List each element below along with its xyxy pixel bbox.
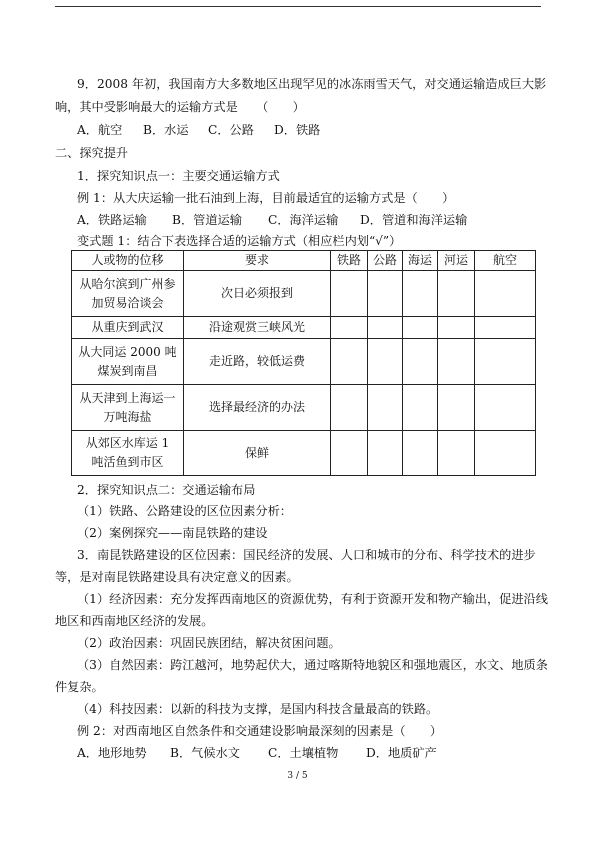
check-cell[interactable] — [403, 271, 438, 317]
table-row — [72, 339, 536, 385]
table-header: 河运 — [438, 251, 475, 271]
point1-heading: 1．探究知识点一：主要交通运输方式 — [77, 169, 280, 183]
factor-economic-line2: 地区和西南地区经济的发展。 — [55, 614, 214, 628]
check-cell[interactable] — [368, 317, 403, 339]
ex2-option-a: A．地形地势 — [77, 746, 147, 760]
point3-line1: 3．南昆铁路建设的区位因素：国民经济的发展、人口和城市的分布、科学技术的进步 — [77, 548, 536, 562]
example1-question: 例 1：从大庆运输一批石油到上海，目前最适宜的运输方式是（ ） — [77, 191, 455, 205]
check-cell[interactable] — [368, 339, 403, 385]
factor-technology: （4）科技因素：以新的科技为支撑，是国内科技含量最高的铁路。 — [77, 702, 439, 716]
check-cell[interactable] — [331, 385, 368, 431]
header-rule — [55, 6, 541, 7]
q9-option-d: D．铁路 — [274, 123, 321, 137]
ex2-option-b: B．气候水文 — [170, 746, 240, 760]
check-cell[interactable] — [438, 339, 475, 385]
factor-economic-line1: （1）经济因素：充分发挥西南地区的资源优势，有利于资源开发和物产输出，促进沿线 — [77, 592, 548, 606]
page-number: 3 / 5 — [287, 771, 308, 781]
check-cell[interactable] — [331, 271, 368, 317]
table-row — [72, 317, 536, 339]
q9-option-c: C．公路 — [208, 123, 254, 137]
table-row — [72, 271, 536, 317]
section-heading: 二、探究提升 — [55, 146, 129, 160]
check-cell[interactable] — [438, 385, 475, 431]
check-cell[interactable] — [331, 431, 368, 476]
point3-line2: 等，是对南昆铁路建设具有决定意义的因素。 — [55, 570, 299, 584]
requirement-cell: 走近路，较低运费 — [184, 339, 331, 385]
point2-heading: 2．探究知识点二：交通运输布局 — [77, 483, 256, 497]
subpoint-1: （1）铁路、公路建设的区位因素分析： — [77, 504, 292, 518]
table-header: 人或物的位移 — [72, 251, 184, 271]
check-cell[interactable] — [368, 431, 403, 476]
requirement-cell: 保鲜 — [184, 431, 331, 476]
requirement-cell: 沿途观赏三峡风光 — [184, 317, 331, 339]
check-cell[interactable] — [368, 271, 403, 317]
check-cell[interactable] — [475, 339, 536, 385]
factor-political: （2）政治因素：巩固民族团结，解决贫困问题。 — [77, 636, 341, 650]
check-cell[interactable] — [403, 317, 438, 339]
check-cell[interactable] — [403, 339, 438, 385]
q9-options — [77, 122, 320, 138]
ex1-option-d: D．管道和海洋运输 — [360, 213, 468, 227]
example2-question: 例 2：对西南地区自然条件和交通建设影响最深刻的因素是（ ） — [77, 724, 443, 738]
check-cell[interactable] — [475, 385, 536, 431]
check-cell[interactable] — [475, 431, 536, 476]
table-row — [72, 431, 536, 476]
ex2-option-d: D．地质矿产 — [366, 746, 437, 760]
transport-table — [71, 250, 536, 476]
q9-option-b: B．水运 — [143, 123, 189, 137]
ex1-option-c: C．海洋运输 — [268, 213, 339, 227]
check-cell[interactable] — [331, 317, 368, 339]
q9-option-a: A．航空 — [77, 123, 123, 137]
move-cell: 从哈尔滨到广州参加贸易洽谈会 — [72, 271, 184, 317]
move-cell: 从大同运 2000 吨煤炭到南昌 — [72, 339, 184, 385]
check-cell[interactable] — [475, 271, 536, 317]
ex1-option-a: A．铁路运输 — [77, 213, 147, 227]
factor-natural-line2: 件复杂。 — [55, 680, 104, 694]
check-cell[interactable] — [438, 317, 475, 339]
check-cell[interactable] — [403, 385, 438, 431]
example1-options — [77, 212, 467, 228]
requirement-cell: 选择最经济的办法 — [184, 385, 331, 431]
factor-natural-line1: （3）自然因素：跨江越河，地势起伏大，通过喀斯特地貌区和强地震区，水文、地质条 — [77, 658, 548, 672]
table-header: 铁路 — [331, 251, 368, 271]
variant-question: 变式题 1：结合下表选择合适的运输方式（相应栏内划“√”） — [77, 234, 402, 248]
move-cell: 从重庆到武汉 — [72, 317, 184, 339]
q9-line2: 响，其中受影响最大的运输方式是 （ ） — [55, 100, 305, 114]
ex1-option-b: B．管道运输 — [172, 213, 242, 227]
q9-line1: 9．2008 年初，我国南方大多数地区出现罕见的冰冻雨雪天气，对交通运输造成巨大影 — [77, 77, 547, 91]
requirement-cell: 次日必须报到 — [184, 271, 331, 317]
check-cell[interactable] — [438, 431, 475, 476]
table-row — [72, 385, 536, 431]
table-header: 要求 — [184, 251, 331, 271]
check-cell[interactable] — [403, 431, 438, 476]
check-cell[interactable] — [475, 317, 536, 339]
check-cell[interactable] — [438, 271, 475, 317]
move-cell: 从天津到上海运一万吨海盐 — [72, 385, 184, 431]
check-cell[interactable] — [368, 385, 403, 431]
table-header: 海运 — [403, 251, 438, 271]
table-header-row — [72, 251, 536, 271]
subpoint-2: （2）案例探究——南昆铁路的建设 — [77, 526, 268, 540]
check-cell[interactable] — [331, 339, 368, 385]
table-header: 航空 — [475, 251, 536, 271]
table-header: 公路 — [368, 251, 403, 271]
example2-options — [77, 745, 437, 761]
ex2-option-c: C．土壤植物 — [268, 746, 339, 760]
move-cell: 从郊区水库运 1 吨活鱼到市区 — [72, 431, 184, 476]
